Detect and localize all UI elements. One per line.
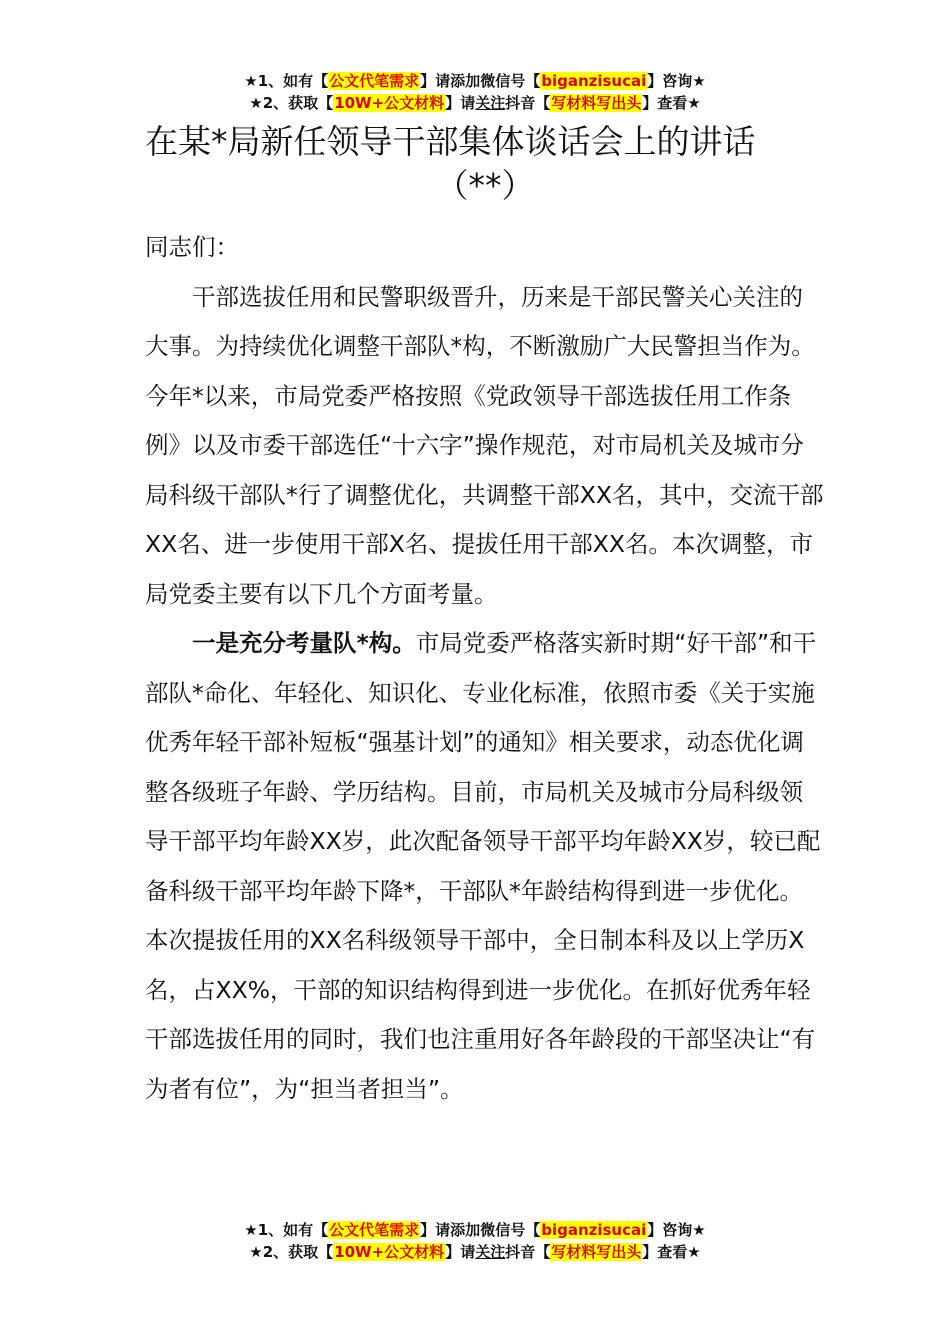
promo-douyin-id: 写材料写出头: [551, 94, 642, 112]
top-promo-banner: [0, 70, 950, 114]
promo-text: 】请添: [420, 72, 466, 90]
promo-text: 微信号【: [480, 1221, 541, 1239]
title-line-1: 在某*局新任领导干部集体谈话会上的讲话: [145, 122, 756, 161]
promo-text: 抖音【: [505, 94, 551, 112]
promo-text: 】请添: [420, 1221, 466, 1239]
promo-highlight: 公文代笔需求: [329, 72, 420, 90]
bottom-promo-banner: [0, 1219, 950, 1263]
promo-line-1: [0, 70, 950, 92]
promo-text: ★2、获取【: [249, 1243, 334, 1261]
promo-text: 微信号【: [480, 72, 541, 90]
promo-line-1: [0, 1219, 950, 1241]
paragraph-1: 干部选拔任用和民警职级晋升，历来是干部民警关心关注的大事。为持续优化调整干部队*构，不断激励广大民警担当作为。今年*以来，市局党委严格按照《党政领导干部选拔任用工作条例》以及市委干部选任“十六字”操作规范，对市局机关及城市分局科级干部队*行了调整优化，共调整干部XX名，其中，交流干部XX名、进一步使用干部X名、提拔任用干部XX名。本次调整，市局党委主要有以下几个方面考量。: [145, 282, 824, 608]
paragraph-lead: 一是充分考量队*构。: [192, 629, 416, 657]
promo-line-2: [0, 92, 950, 114]
promo-text: ★2、获取【: [249, 94, 334, 112]
paragraph-2: [145, 619, 825, 1114]
promo-wechat-id: biganzisucai: [541, 1221, 647, 1239]
promo-text: ★1、如有【: [244, 1221, 329, 1239]
promo-highlight: 10W+公文材料: [334, 1243, 445, 1261]
promo-line-2: [0, 1241, 950, 1263]
promo-text: 】查看★: [642, 1243, 701, 1261]
promo-highlight: 10W+公文材料: [334, 94, 445, 112]
promo-wechat-id: biganzisucai: [541, 72, 647, 90]
paragraph-text: 市局党委严格落实新时期“好干部”和干部队*命化、年轻化、知识化、专业化标准，依照市委《关于实施优秀年轻干部补短板“强基计划”的通知》相关要求，动态优化调整各级班子年龄、学历结构。目前，市局机关及城市分局科级领导干部平均年龄XX岁，此次配备领导干部平均年龄XX岁，较已配备科级干部平均年龄下降*，干部队*年龄结构得到进一步优化。本次提拔任用的XX名科级领导干部中，全日制本科及以上学历X名，占XX%，干部的知识结构得到进一步优化。在抓好优秀年轻干部选拔任用的同时，我们也注重用好各年龄段的干部坚决让“有为者有位”，为“担当者担当”。: [145, 629, 821, 1103]
promo-text: 】查看★: [642, 94, 701, 112]
promo-text: 】咨询★: [647, 72, 706, 90]
title-line-2: （**）: [435, 166, 535, 205]
salutation: 同志们：: [145, 233, 239, 261]
promo-text: 关注: [475, 94, 506, 112]
promo-text: 】咨询★: [647, 1221, 706, 1239]
promo-text: 抖音【: [505, 1243, 551, 1261]
promo-text: 加: [465, 1221, 481, 1239]
document-title: [145, 120, 825, 208]
promo-highlight: 公文代笔需求: [329, 1221, 420, 1239]
promo-text: 关注: [475, 1243, 506, 1261]
document-body: [145, 223, 825, 1114]
promo-text: 加: [465, 72, 481, 90]
promo-text: 】请: [445, 94, 476, 112]
promo-douyin-id: 写材料写出头: [551, 1243, 642, 1261]
promo-text: ★1、如有【: [244, 72, 329, 90]
promo-text: 】请: [445, 1243, 476, 1261]
